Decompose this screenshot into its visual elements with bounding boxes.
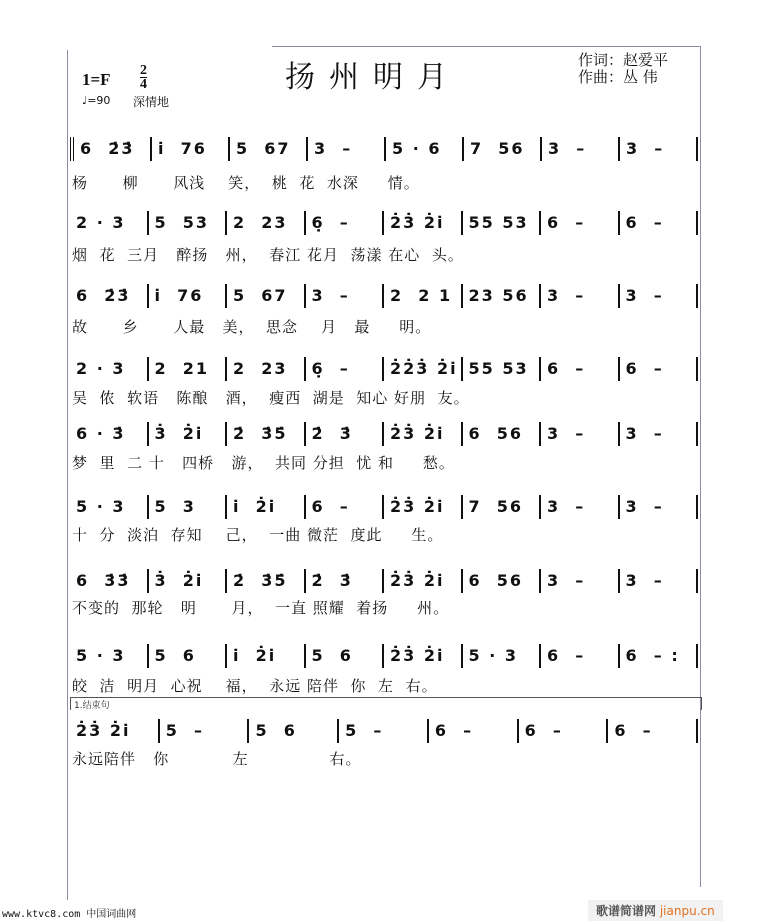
credits	[578, 52, 668, 86]
measure: 3 –	[618, 137, 698, 161]
lyrics-line: 皎 洁 明月 心祝 福， 永远 陪伴 你 左 右。	[72, 677, 438, 695]
lyrics-line: 永远陪伴 你 左 右。	[72, 750, 362, 768]
measure: 3 –	[539, 284, 618, 308]
measure: 3 –	[539, 495, 618, 519]
measure: 2̇ 3̇	[304, 569, 383, 593]
measure: 2̇2̇3̇ 2̇i̇	[382, 357, 461, 381]
measure: 2̇ 3̇5̇	[225, 569, 304, 593]
measure: 5 3	[147, 495, 226, 519]
measure: 3 –	[539, 569, 618, 593]
time-top: 2	[140, 63, 147, 78]
measure: 6 – :	[618, 644, 699, 668]
measure: 3 –	[618, 495, 699, 519]
notation-row	[70, 283, 698, 309]
measure: 3 –	[618, 422, 699, 446]
footer-watermark-left: www.ktvc8.com 中国词曲网	[2, 909, 137, 920]
measure: 55 53	[461, 211, 540, 235]
notation-row	[70, 718, 698, 744]
key-signature: 1=F	[82, 70, 111, 89]
notation-row	[70, 421, 698, 447]
measure: 2 23	[225, 357, 304, 381]
measure: 6 –	[618, 357, 699, 381]
measure: 2̇ 3̇	[304, 422, 383, 446]
footer-watermark-right	[588, 900, 723, 921]
measure: 2 · 3	[76, 213, 126, 232]
measure: 6 3̇3̇	[76, 571, 131, 590]
measure: 5 · 3	[461, 644, 540, 668]
measure: 3̇ 2̇i̇	[147, 422, 226, 446]
measure: 3 –	[618, 569, 699, 593]
measure: 6 2̇3̇	[76, 286, 131, 305]
page-title: 扬州明月	[285, 60, 461, 95]
lyrics-line: 故 乡 人最 美， 思念 月 最 明。	[72, 318, 432, 336]
measure: 6 –	[427, 719, 517, 743]
lyrics-line: 不变的 那轮 明 月， 一直 照耀 着扬 州。	[72, 599, 450, 617]
lyrics-line: 梦 里 二 十 四桥 游， 共同 分担 忧 和 愁。	[72, 454, 455, 472]
right-border	[700, 47, 701, 887]
measure: 6̣ –	[304, 211, 383, 235]
measure: 55 53	[461, 357, 540, 381]
lyrics-line: 烟 花 三月 醉扬 州， 春江 花月 荡漾 在心 头。	[72, 246, 464, 264]
measure: 23 56	[461, 284, 540, 308]
measure: 5 6	[147, 644, 226, 668]
measure: 2 23	[225, 211, 304, 235]
time-bottom: 4	[140, 77, 147, 92]
measure: 6̣ –	[304, 357, 383, 381]
measure: 3 –	[304, 284, 383, 308]
measure: 2 2 1	[382, 284, 461, 308]
notation-row	[70, 643, 698, 669]
top-border	[272, 46, 701, 47]
tempo: ♩=90	[82, 94, 111, 107]
volta-bracket: 1.结束句	[70, 697, 702, 710]
measure: 6 –	[517, 719, 607, 743]
measure: 2̇3̇ 2̇i̇	[76, 721, 131, 740]
measure: 5 6	[304, 644, 383, 668]
lyrics-line: 杨 柳 风浅 笑， 桃 花 水深 情。	[72, 174, 420, 192]
measure: i̇ 2̇i̇	[225, 495, 304, 519]
measure: 2̇3̇ 2̇i̇	[382, 422, 461, 446]
measure: 3̇ 2̇i̇	[147, 569, 226, 593]
measure: 5 –	[158, 719, 248, 743]
measure: 6 –	[606, 719, 698, 743]
measure: 6 56	[461, 569, 540, 593]
measure: 3 –	[539, 422, 618, 446]
measure: 5 53	[147, 211, 226, 235]
measure: 2̇3̇ 2̇i̇	[382, 495, 461, 519]
measure: i̇ 76	[147, 284, 226, 308]
lyrics-line: 吴 侬 软语 陈酿 酒， 瘦西 湖是 知心 好朋 友。	[72, 389, 470, 407]
notation-row	[70, 210, 698, 236]
measure: 3 –	[540, 137, 618, 161]
measure: i̇ 76	[150, 137, 228, 161]
left-border	[67, 50, 68, 900]
measure: 6 · 3̇	[76, 424, 126, 443]
time-signature	[140, 64, 147, 91]
measure: 6 –	[539, 211, 618, 235]
measure: 2̇3̇ 2̇i̇	[382, 569, 461, 593]
measure: 5 · 3	[76, 646, 126, 665]
measure: 2̇ 3̇5̇	[225, 422, 304, 446]
measure: 2̇3̇ 2̇i̇	[382, 644, 461, 668]
measure: 5 67	[228, 137, 306, 161]
measure: 2̇3̇ 2̇i̇	[382, 211, 461, 235]
notation-row	[70, 494, 698, 520]
measure: 5 · 3	[76, 497, 126, 516]
measure: 7 56	[462, 137, 540, 161]
measure: 6 –	[539, 357, 618, 381]
measure: 6 –	[618, 211, 699, 235]
measure: 2 · 3	[76, 359, 126, 378]
measure: 6 56	[461, 422, 540, 446]
measure: i̇ 2̇i̇	[225, 644, 304, 668]
measure: 2 21	[147, 357, 226, 381]
measure: 5 6	[247, 719, 337, 743]
footer-cn: 歌谱简谱网	[596, 904, 657, 918]
composer: 作曲：丛 伟	[578, 68, 658, 86]
measure: 3 –	[618, 284, 699, 308]
notation-row	[70, 136, 698, 162]
lyricist: 作词：赵爱平	[578, 51, 669, 69]
notation-row	[70, 356, 698, 382]
notation-row	[70, 568, 698, 594]
measure: 6 –	[539, 644, 618, 668]
measure: 5 67	[225, 284, 304, 308]
measure: 5 –	[337, 719, 427, 743]
measure: 6 2̇3̇	[70, 137, 150, 161]
measure: 3 –	[306, 137, 384, 161]
measure: 7 56	[461, 495, 540, 519]
expression-mark: 深情地	[133, 95, 170, 109]
footer-en: jianpu.cn	[659, 904, 715, 918]
measure: 6 –	[304, 495, 383, 519]
measure: 5 · 6	[384, 137, 462, 161]
lyrics-line: 十 分 淡泊 存知 己， 一曲 微茫 度此 生。	[72, 526, 444, 544]
